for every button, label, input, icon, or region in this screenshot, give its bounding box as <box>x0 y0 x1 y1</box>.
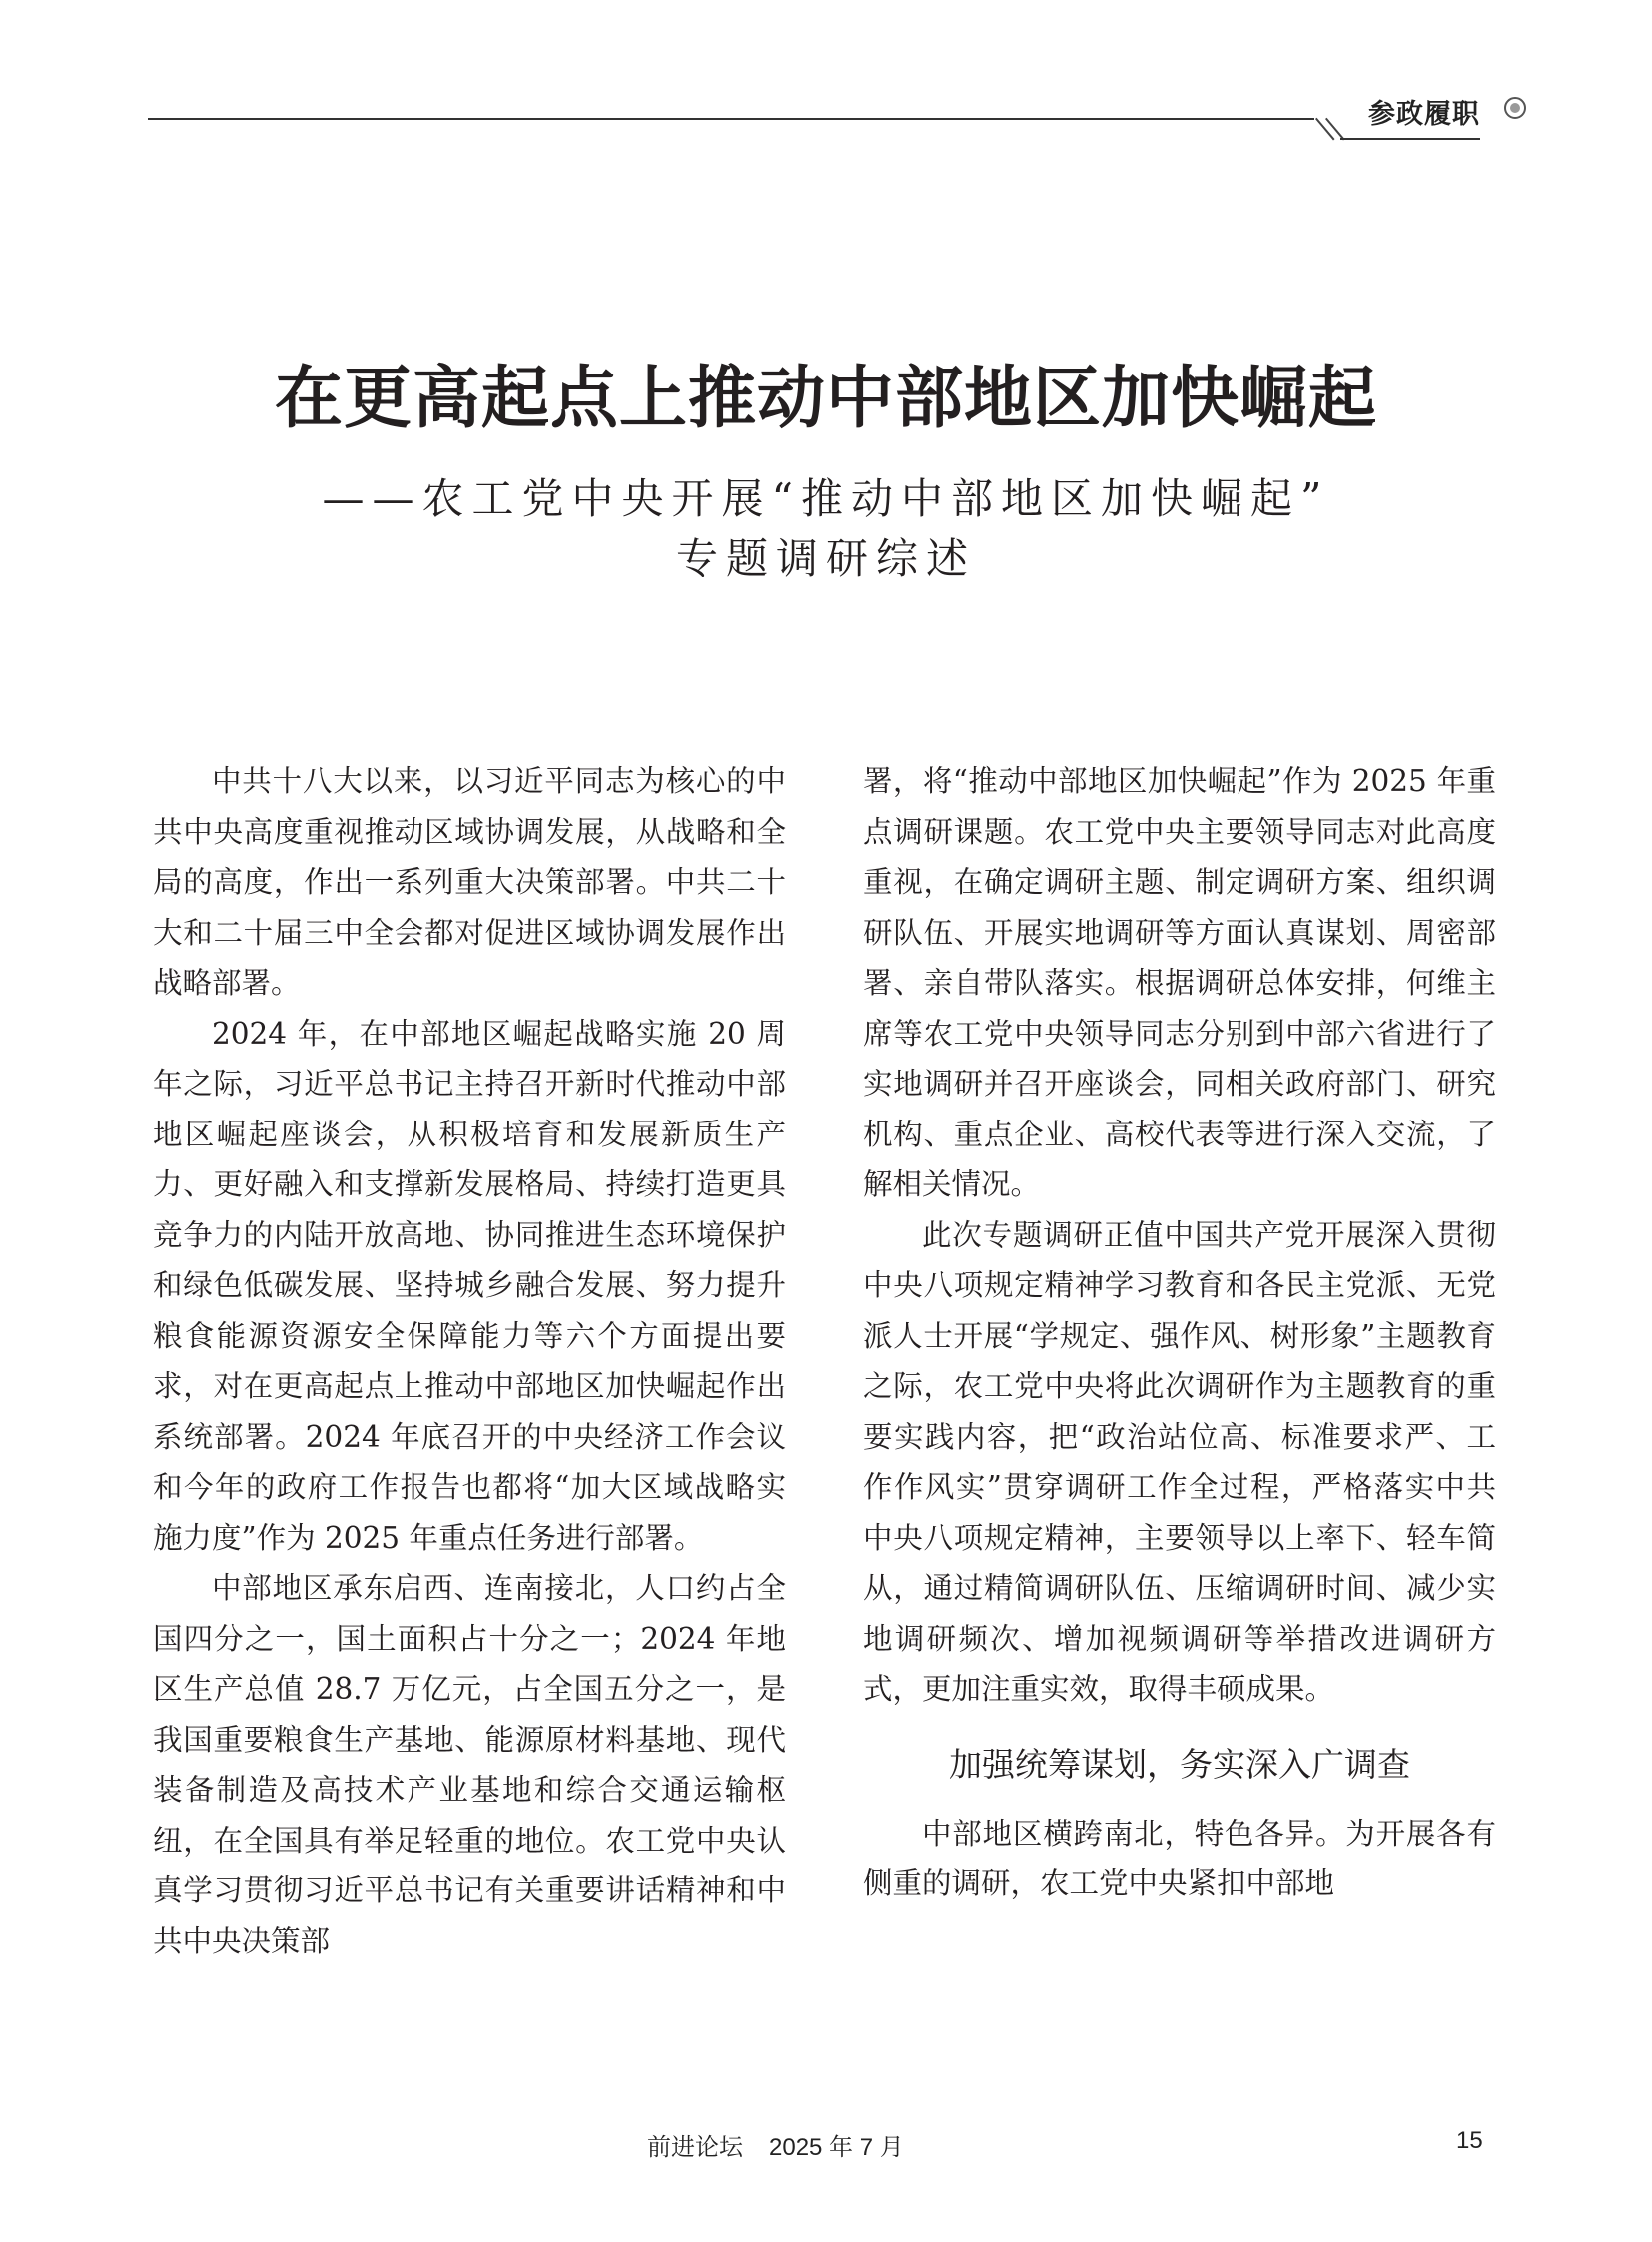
header-rule <box>148 118 1314 120</box>
header-rule-short <box>1340 138 1480 140</box>
right-column <box>863 756 1496 1909</box>
article-title: 在更高起点上推动中部地区加快崛起 <box>274 360 1377 438</box>
paragraph: 中部地区承东启西、连南接北，人口约占全国四分之一，国土面积占十分之一；2024 年地区生产总值 28.7 万亿元，占全国五分之一，是我国重要粮食生产基地、能源原材料基地、现代装备制造及高技术产业基地和综合交通运输枢纽，在全国具有举足轻重的地位。农工党中央认真学习贯彻习近平总书记有关重要讲话精神和中共中央决策部 <box>153 1571 786 1958</box>
footer-journal-name: 前进论坛 <box>647 2133 743 2161</box>
page-number: 15 <box>1456 2127 1483 2154</box>
footer-issue-date: 2025 年 7 月 <box>769 2134 904 2161</box>
header-rule-slash <box>1315 118 1335 141</box>
bullet-circle-icon <box>1504 97 1526 119</box>
article-subtitle: ——农工党中央开展“推动中部地区加快崛起” <box>322 474 1330 523</box>
paragraph-continued: 署，将“推动中部地区加快崛起”作为 2025 年重点调研课题。农工党中央主要领导同志对此高度重视，在确定调研主题、制定调研方案、组织调研队伍、开展实地调研等方面认真谋划、周密部署、亲自带队落实。根据调研总体安排，何维主席等农工党中央领导同志分别到中部六省进行了实地调研并召开座谈会，同相关政府部门、研究机构、重点企业、高校代表等进行深入交流，了解相关情况。 <box>863 764 1496 1201</box>
paragraph: 中共十八大以来，以习近平同志为核心的中共中央高度重视推动区域协调发展，从战略和全局的高度，作出一系列重大决策部署。中共二十大和二十届三中全会都对促进区域协调发展作出战略部署。 <box>153 764 786 1000</box>
article-subtitle-line2: 专题调研综述 <box>675 534 976 583</box>
paragraph: 2024 年，在中部地区崛起战略实施 20 周年之际，习近平总书记主持召开新时代推动中部地区崛起座谈会，从积极培育和发展新质生产力、更好融入和支撑新发展格局、持续打造更具竞争力的内陆开放高地、协同推进生态环境保护和绿色低碳发展、坚持城乡融合发展、努力提升粮食能源资源安全保障能力等六个方面提出要求，对在更高起点上推动中部地区加快崛起作出系统部署。2024 年底召开的中央经济工作会议和今年的政府工作报告也都将“加大区域战略实施力度”作为 2025 年重点任务进行部署。 <box>153 1016 786 1555</box>
section-heading: 加强统筹谋划，务实深入广调查 <box>949 1744 1410 1784</box>
left-column <box>153 756 786 1966</box>
paragraph: 中部地区横跨南北，特色各异。为开展各有侧重的调研，农工党中央紧扣中部地 <box>863 1816 1496 1900</box>
paragraph: 此次专题调研正值中国共产党开展深入贯彻中央八项规定精神学习教育和各民主党派、无党派人士开展“学规定、强作风、树形象”主题教育之际，农工党中央将此次调研作为主题教育的重要实践内容，把“政治站位高、标准要求严、工作作风实”贯穿调研工作全过程，严格落实中共中央八项规定精神，主要领导以上率下、轻车简从，通过精简调研队伍、压缩调研时间、减少实地调研频次、增加视频调研等举措改进调研方式，更加注重实效，取得丰硕成果。 <box>863 1217 1496 1706</box>
section-label: 参政履职 <box>1368 99 1480 130</box>
